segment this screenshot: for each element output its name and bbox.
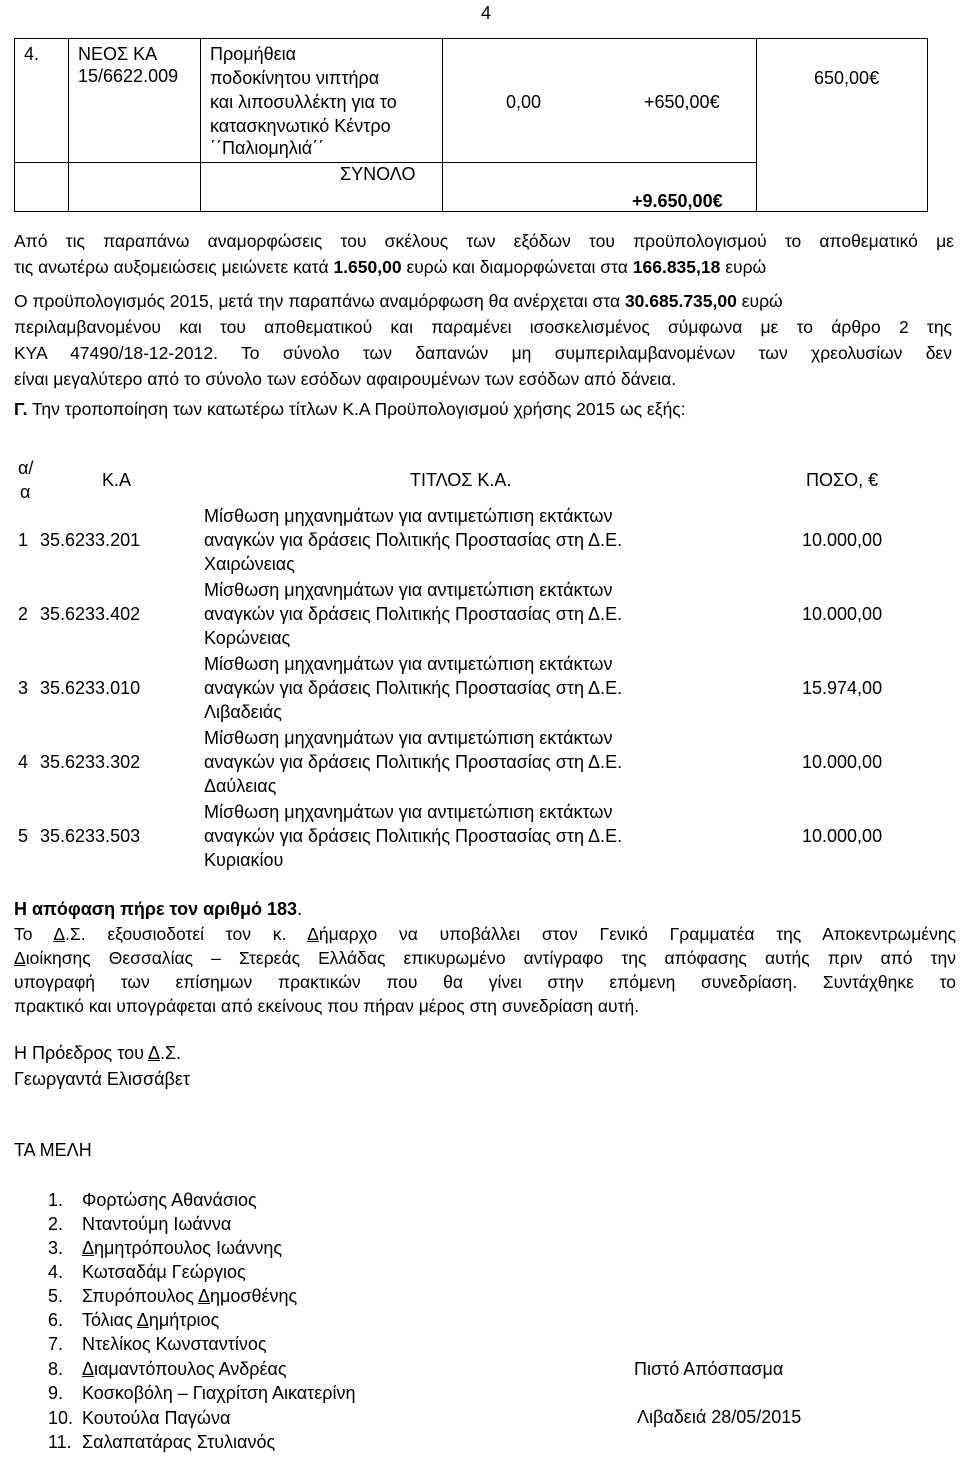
place-date: Λιβαδειά 28/05/2015	[637, 1407, 802, 1427]
budget-paragraph	[14, 288, 952, 392]
page-number: 4	[481, 3, 492, 23]
code-line2: 15/6622.009	[78, 66, 179, 86]
list-item: 1. Φορτώσης Αθανάσιος	[48, 1190, 257, 1210]
list-item: 5. Σπυρόπουλος Δημοσθένης	[48, 1286, 298, 1306]
prev-amount: 0,00	[506, 92, 542, 112]
certified-copy: Πιστό Απόσπασμα	[634, 1359, 784, 1379]
chair-name: Γεωργαντά Ελισσάβετ	[14, 1069, 191, 1089]
budget-change-table	[14, 38, 928, 212]
code-line1: ΝΕΟΣ ΚΑ	[78, 44, 158, 64]
text-line: Ο προϋπολογισμός 2015, μετά την παραπάνω αναμόρφωση θα ανέρχεται στα 30.685.735,00 ευρώ	[14, 291, 783, 311]
list-item: 2. Νταντούμη Ιωάννα	[48, 1214, 232, 1234]
desc-line: κατασκηνωτικό Κέντρο	[210, 116, 391, 136]
chair-title: Η Πρόεδρος του Δ.Σ.	[14, 1043, 182, 1063]
members-heading: ΤΑ ΜΕΛΗ	[14, 1140, 92, 1160]
desc-line: Προμήθεια	[210, 44, 297, 64]
section-c-heading: Γ. Την τροποποίηση των κατωτέρω τίτλων Κ.Α Προϋπολογισμού χρήσης 2015 ως εξής:	[14, 399, 686, 419]
header-amount: ΠΟΣΟ, €	[806, 470, 879, 490]
list-item: 7. Ντελίκος Κωνσταντίνος	[48, 1334, 267, 1354]
total-value: +9.650,00€	[632, 191, 723, 211]
row-number: 4.	[24, 44, 40, 64]
text-line: Διοίκησης Θεσσαλίας – Στερεάς Ελλάδας επικυρωμένο αντίγραφο της απόφασης αυτής πριν από την	[14, 948, 956, 968]
reserve-paragraph	[14, 228, 954, 280]
list-item: 4. Κωτσαδάμ Γεώργιος	[48, 1262, 246, 1282]
authorization-paragraph	[14, 922, 956, 1018]
desc-line: ποδοκίνητου νιπτήρα	[210, 68, 380, 88]
text-line: πρακτικό και υπογράφεται από εκείνους που πήραν μέρος στη συνεδρίαση αυτή.	[14, 996, 640, 1016]
text-line: Το Δ.Σ. εξουσιοδοτεί τον κ. Δήμαρχο να υποβάλλει στον Γενικό Γραμματέα της Αποκεντρωμένης	[14, 924, 956, 944]
desc-line: και λιποσυλλέκτη για το	[210, 92, 397, 112]
new-amount: 650,00€	[814, 68, 880, 88]
text-line: υπογραφή των επίσημων πρακτικών που θα γίνει στην επόμενη συνεδρίαση. Συντάχθηκε το	[14, 972, 956, 992]
text-line: ΚΥΑ 47490/18-12-2012. Το σύνολο των δαπανών μη συμπεριλαμβανομένων των χρεολυσίων δεν	[14, 343, 952, 363]
list-item: 9. Κοσκοβόλη – Γιαχρίτση Αικατερίνη	[48, 1383, 356, 1403]
header-title: ΤΙΤΛΟΣ Κ.Α.	[410, 470, 512, 490]
desc-line: ΄΄Παλιομηλιά΄΄	[210, 138, 325, 158]
decision-number: Η απόφαση πήρε τον αριθμό 183.	[14, 899, 303, 919]
header-aa: α/	[18, 458, 34, 478]
list-item: 6. Τόλιας Δημήτριος	[48, 1310, 220, 1330]
change-amount: +650,00€	[644, 92, 720, 112]
total-label: ΣΥΝΟΛΟ	[340, 164, 416, 184]
list-item: 3. Δημητρόπουλος Ιωάννης	[48, 1238, 283, 1258]
text-line: Από τις παραπάνω αναμορφώσεις του σκέλους των εξόδων του προϋπολογισμού το αποθεματικό με	[14, 231, 954, 251]
text-line: είναι μεγαλύτερο από το σύνολο των εσόδων αφαιρουμένων των εσόδων από δάνεια.	[14, 369, 677, 389]
list-item: 11. Σαλαπατάρας Στυλιανός	[48, 1432, 276, 1452]
text-line: περιλαμβανομένου και του αποθεματικού και παραμένει ισοσκελισμένος σύμφωνα με το άρθρο 2 της	[14, 317, 952, 337]
header-aa: α	[20, 482, 31, 502]
list-item: 10. Κουτούλα Παγώνα	[48, 1408, 231, 1428]
header-code: Κ.Α	[102, 470, 132, 490]
text-line: τις ανωτέρω αυξομειώσεις μειώνετε κατά 1.650,00 ευρώ και διαμορφώνεται στα 166.835,18 ευρώ	[14, 257, 767, 277]
list-item: 8. Διαμαντόπουλος Ανδρέας	[48, 1359, 287, 1379]
